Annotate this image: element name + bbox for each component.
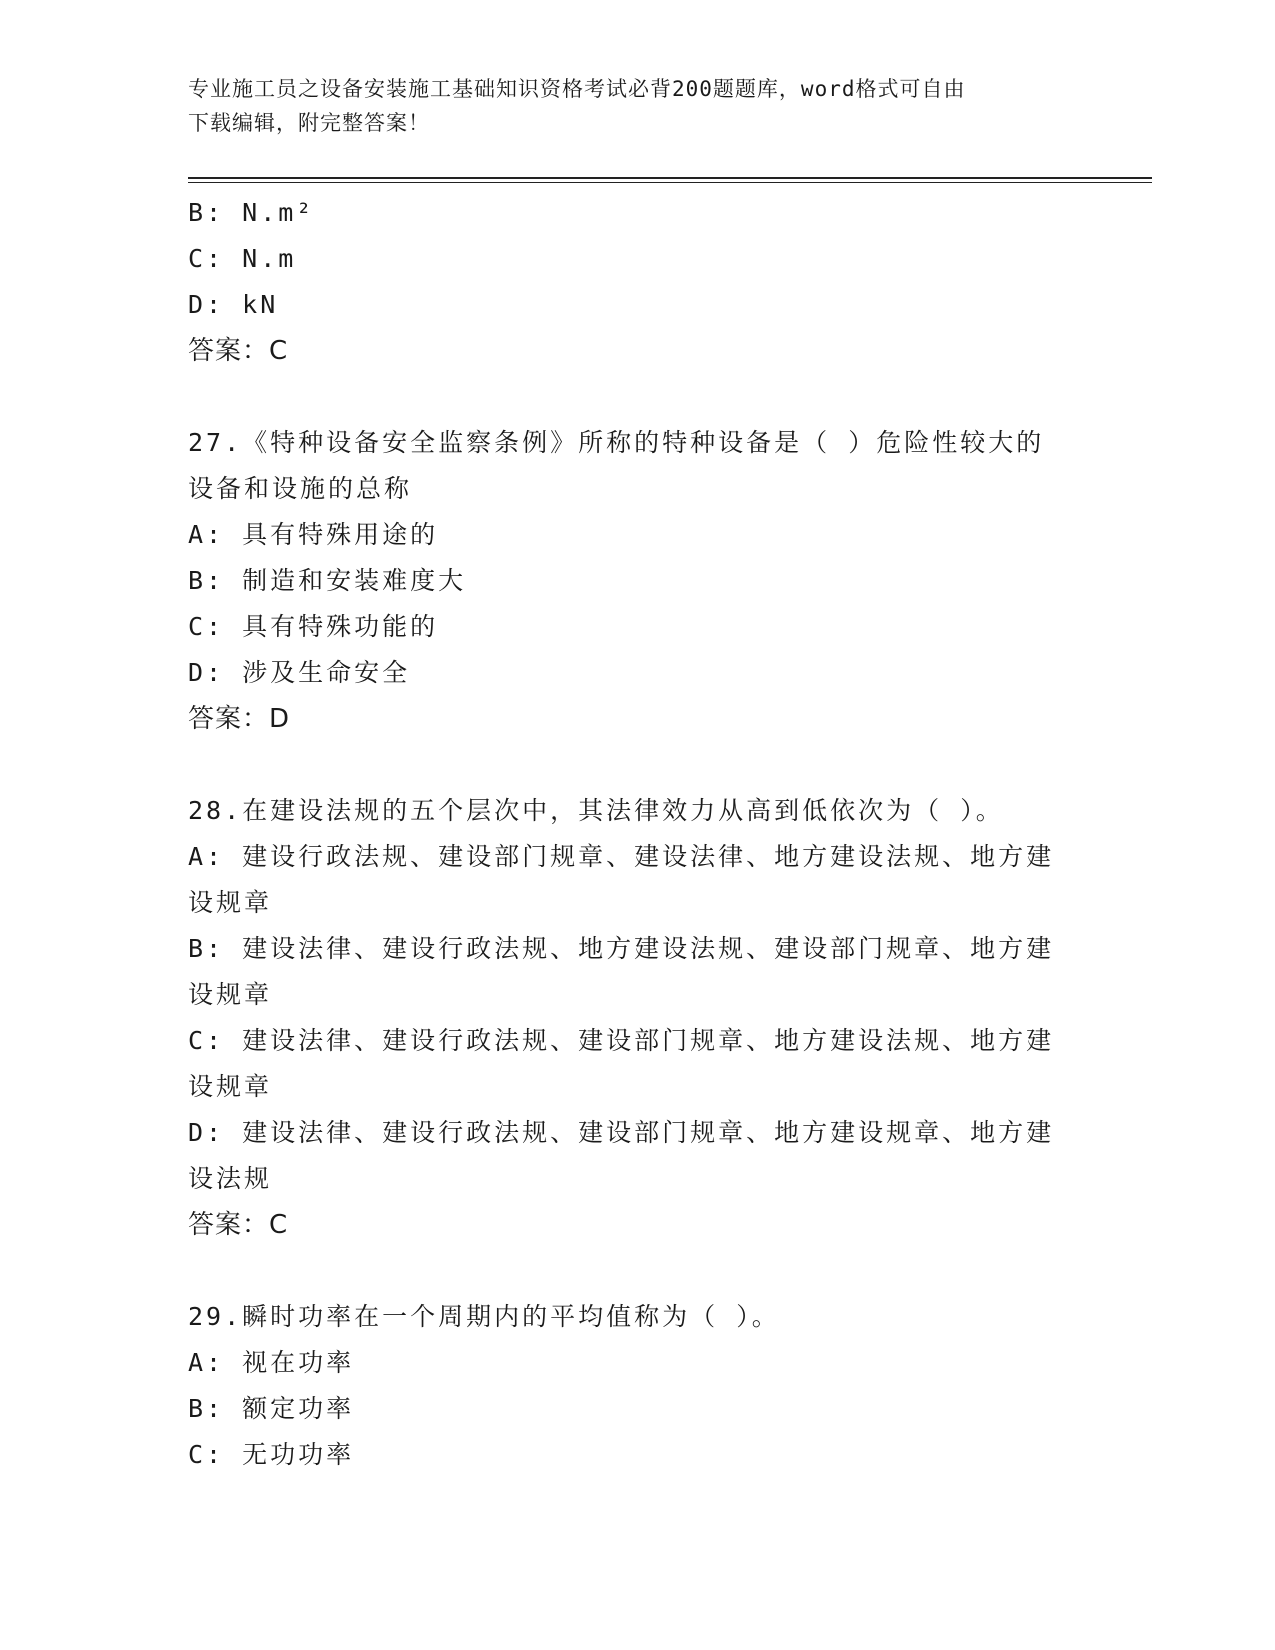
option-b: B: 建设法律、建设行政法规、地方建设法规、建设部门规章、地方建 [188, 934, 1055, 963]
option-d-continued: 设法规 [188, 1164, 273, 1193]
question-26-fragment [188, 190, 1088, 374]
option-c: C: 具有特殊功能的 [188, 612, 439, 641]
answer: 答案：C [188, 336, 289, 366]
option-b: B: 制造和安装难度大 [188, 566, 467, 595]
question-list [188, 190, 1088, 1478]
answer: 答案：C [188, 1210, 289, 1240]
option-b: B: 额定功率 [188, 1394, 355, 1423]
option-c-continued: 设规章 [188, 1072, 273, 1101]
option-c: C: 无功功率 [188, 1440, 355, 1469]
option-b-continued: 设规章 [188, 980, 273, 1009]
option-a: A: 视在功率 [188, 1348, 355, 1377]
question-stem: 29.瞬时功率在一个周期内的平均值称为（ ）。 [188, 1302, 780, 1331]
option-d: D: 建设法律、建设行政法规、建设部门规章、地方建设规章、地方建 [188, 1118, 1055, 1147]
answer: 答案：D [188, 704, 291, 734]
header-line-2: 下载编辑，附完整答案！ [188, 111, 430, 135]
option-c: C: N.m [188, 244, 297, 273]
option-c: C: 建设法律、建设行政法规、建设部门规章、地方建设法规、地方建 [188, 1026, 1055, 1055]
option-a: A: 建设行政法规、建设部门规章、建设法律、地方建设法规、地方建 [188, 842, 1055, 871]
option-b: B: N.m² [188, 198, 315, 227]
question-27 [188, 420, 1088, 742]
option-a-continued: 设规章 [188, 888, 273, 917]
spacer [188, 374, 1088, 420]
question-stem: 28.在建设法规的五个层次中，其法律效力从高到低依次为（ ）。 [188, 796, 1004, 825]
header-divider-thick [188, 177, 1152, 179]
page-header [188, 72, 1088, 140]
option-d: D: kN [188, 290, 279, 319]
question-stem: 27.《特种设备安全监察条例》所称的特种设备是（ ）危险性较大的 [188, 428, 1045, 457]
spacer [188, 742, 1088, 788]
question-29 [188, 1294, 1088, 1478]
question-stem-continued: 设备和设施的总称 [188, 474, 413, 503]
header-divider-thin [188, 182, 1152, 183]
spacer [188, 1248, 1088, 1294]
question-28 [188, 788, 1088, 1248]
option-d: D: 涉及生命安全 [188, 658, 411, 687]
header-line-1: 专业施工员之设备安装施工基础知识资格考试必背200题题库，word格式可自由 [188, 77, 966, 101]
option-a: A: 具有特殊用途的 [188, 520, 439, 549]
